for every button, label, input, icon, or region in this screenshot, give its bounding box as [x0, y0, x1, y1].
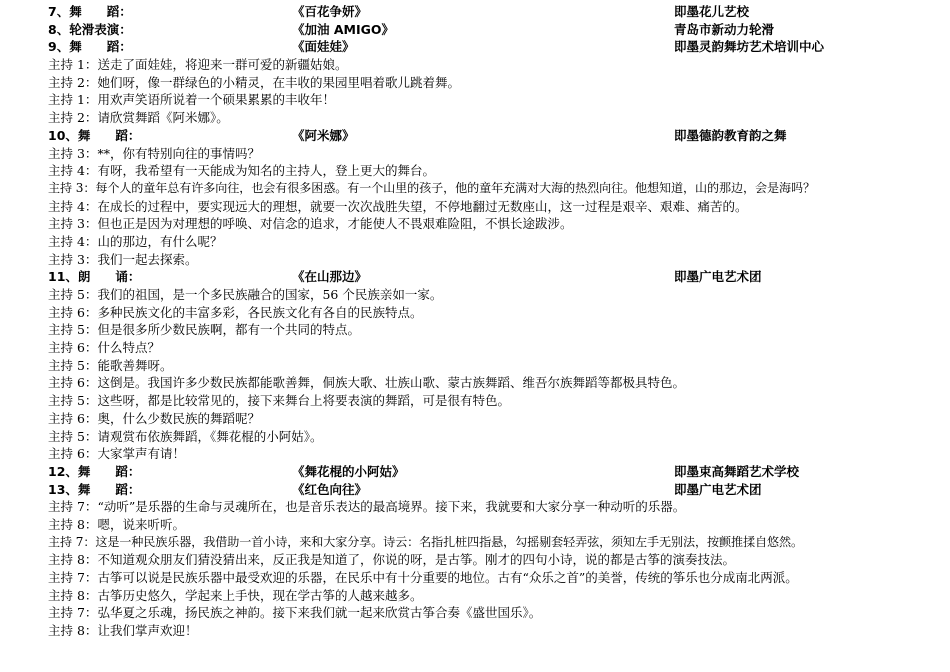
- host-dialogue-line: [48, 56, 946, 74]
- program-performer: 即墨束高舞蹈艺术学校: [674, 463, 800, 479]
- host-speaker: 主持 5：: [48, 287, 98, 302]
- host-dialogue-text: **，你有特别向往的事情吗？: [97, 145, 260, 161]
- host-speaker: 主持 6：: [48, 375, 98, 391]
- program-entry: [48, 21, 946, 39]
- program-performer: 即墨灵韵舞坊艺术培训中心: [674, 39, 825, 55]
- host-dialogue-line: [48, 321, 946, 339]
- host-dialogue-line: [48, 91, 946, 109]
- host-speaker: 主持 2：: [48, 110, 98, 126]
- host-dialogue-line: [48, 180, 946, 198]
- host-dialogue-text: “动听”是乐器的生命与灵魂所在，也是音乐表达的最高境界。接下来，我就要和大家分享一种动听的乐器。: [97, 499, 686, 515]
- program-performer: 青岛市新动力轮滑: [674, 21, 775, 37]
- host-dialogue-text: 这是一种民族乐器，我借助一首小诗，来和大家分享。诗云：名指扎桩四指悬，勾摇剔套轻弄弦，须知左手无别法，按颤推揉自悠然。: [95, 534, 803, 549]
- host-dialogue-line: [48, 622, 946, 640]
- program-title: 《在山那边》: [292, 269, 368, 285]
- host-speaker: 主持 6：: [48, 410, 98, 426]
- host-dialogue-line: [48, 516, 946, 534]
- host-speaker: 主持 5：: [48, 322, 98, 338]
- program-entry: [48, 463, 946, 481]
- host-speaker: 主持 5：: [48, 428, 98, 444]
- host-speaker: 主持 8：: [48, 516, 98, 532]
- host-speaker: 主持 4：: [48, 233, 98, 249]
- program-entry: [48, 38, 946, 56]
- host-dialogue-text: 送走了面娃娃，将迎来一群可爱的新疆姑娘。: [97, 57, 348, 73]
- host-dialogue-text: 奥，什么少数民族的舞蹈呢？: [97, 410, 260, 426]
- host-dialogue-line: [48, 109, 946, 127]
- program-entry: [48, 3, 946, 21]
- host-dialogue-line: [48, 445, 946, 463]
- program-entry: [48, 268, 946, 286]
- host-dialogue-text: 这些呀，都是比较常见的，接下来舞台上将要表演的舞蹈，可是很有特色。: [97, 393, 510, 409]
- program-performer: 即墨花儿艺校: [674, 4, 750, 19]
- host-dialogue-text: 古筝历史悠久，学起来上手快，现在学古筝的人越来越多。: [97, 587, 423, 603]
- program-title: 《面娃娃》: [292, 39, 355, 55]
- host-dialogue-line: [48, 587, 946, 605]
- host-speaker: 主持 5：: [48, 393, 98, 409]
- host-dialogue-line: [48, 428, 946, 446]
- program-label: 9、舞 蹈：: [48, 39, 132, 55]
- host-speaker: 主持 3：: [48, 145, 98, 161]
- host-dialogue-text: 请观赏布依族舞蹈，《舞花棍的小阿姑》。: [97, 428, 323, 444]
- host-dialogue-text: 大家掌声有请！: [97, 446, 185, 462]
- program-title: 《阿米娜》: [292, 127, 355, 143]
- program-label: 7、舞 蹈：: [48, 4, 132, 19]
- host-dialogue-text: 用欢声笑语所说着一个硕果累累的丰收年！: [97, 92, 335, 108]
- host-speaker: 主持 8：: [48, 587, 98, 603]
- host-dialogue-text: 多种民族文化的丰富多彩，各民族文化有各自的民族特点。: [97, 304, 423, 320]
- host-dialogue-line: [48, 410, 946, 428]
- host-dialogue-line: [48, 534, 946, 552]
- program-label: 8、轮滑表演：: [48, 21, 132, 37]
- host-dialogue-text: 不知道观众朋友们猜没猜出来，反正我是知道了，你说的呀，是古筝。刚才的四句小诗，说的都是古筝的演奏技法。: [97, 552, 735, 568]
- host-speaker: 主持 7：: [48, 499, 98, 515]
- host-dialogue-line: [48, 145, 946, 163]
- program-title: 《加油 AMIGO》: [292, 21, 395, 37]
- host-dialogue-line: [48, 251, 946, 269]
- host-dialogue-text: 嗯，说来听听。: [97, 516, 185, 532]
- host-speaker: 主持 4：: [48, 163, 98, 179]
- host-speaker: 主持 5：: [48, 357, 98, 373]
- program-performer: 即墨广电艺术团: [674, 481, 762, 497]
- host-dialogue-text: 我们一起去探索。: [97, 251, 198, 267]
- host-dialogue-line: [48, 304, 946, 322]
- host-dialogue-text: 有呀，我希望有一天能成为知名的主持人，登上更大的舞台。: [97, 163, 435, 179]
- host-speaker: 主持 7：: [48, 605, 98, 621]
- host-speaker: 主持 3：: [48, 216, 98, 232]
- host-speaker: 主持 6：: [48, 340, 98, 356]
- host-speaker: 主持 7：: [48, 534, 96, 549]
- program-script: [48, 3, 946, 640]
- host-dialogue-line: [48, 374, 946, 392]
- host-speaker: 主持 4：: [48, 198, 98, 214]
- host-dialogue-line: [48, 233, 946, 251]
- host-dialogue-text: 她们呀，像一群绿色的小精灵，在丰收的果园里唱着歌儿跳着舞。: [97, 74, 460, 90]
- host-dialogue-line: [48, 198, 946, 216]
- host-speaker: 主持 7：: [48, 570, 98, 585]
- host-speaker: 主持 1：: [48, 92, 98, 108]
- host-dialogue-line: [48, 551, 946, 569]
- host-dialogue-line: [48, 162, 946, 180]
- host-speaker: 主持 3：: [48, 180, 96, 195]
- host-speaker: 主持 2：: [48, 74, 98, 90]
- host-dialogue-line: [48, 392, 946, 410]
- host-speaker: 主持 3：: [48, 251, 98, 267]
- host-dialogue-text: 弘华夏之乐魂，扬民族之神韵。接下来我们就一起来欣赏古筝合奏《盛世国乐》。: [97, 605, 542, 621]
- host-dialogue-text: 请欣赏舞蹈《阿米娜》。: [97, 110, 229, 126]
- host-dialogue-line: [48, 357, 946, 375]
- host-dialogue-text: 什么特点？: [97, 340, 160, 356]
- host-dialogue-text: 能歌善舞呀。: [97, 357, 173, 373]
- host-dialogue-line: [48, 498, 946, 516]
- program-performer: 即墨广电艺术团: [674, 269, 762, 285]
- host-dialogue-text: 每个人的童年总有许多向往，也会有很多困惑。有一个山里的孩子，他的童年充满对大海的热烈向往。他想知道，山的那边，会是海吗？: [95, 180, 815, 195]
- program-entry: [48, 481, 946, 499]
- host-dialogue-line: [48, 286, 946, 304]
- host-speaker: 主持 8：: [48, 552, 98, 568]
- host-dialogue-line: [48, 604, 946, 622]
- host-speaker: 主持 8：: [48, 623, 98, 639]
- host-dialogue-line: [48, 339, 946, 357]
- host-speaker: 主持 1：: [48, 57, 98, 73]
- program-label: 11、朗 诵：: [48, 269, 141, 285]
- program-entry: [48, 127, 946, 145]
- host-dialogue-line: [48, 569, 946, 587]
- program-label: 10、舞 蹈：: [48, 127, 141, 143]
- host-dialogue-text: 让我们掌声欢迎！: [97, 623, 198, 639]
- host-speaker: 主持 6：: [48, 304, 98, 320]
- host-dialogue-text: 但是很多所少数民族啊，都有一个共同的特点。: [97, 322, 360, 338]
- host-dialogue-text: 古筝可以说是民族乐器中最受欢迎的乐器，在民乐中有十分重要的地位。古有“众乐之首”的美誉，传统的筝乐也分成南北两派。: [97, 570, 798, 585]
- program-label: 13、舞 蹈：: [48, 481, 141, 497]
- program-title: 《舞花棍的小阿姑》: [292, 463, 405, 479]
- host-dialogue-text: 山的那边，有什么呢？: [97, 233, 223, 249]
- host-dialogue-text: 这倒是。我国许多少数民族都能歌善舞，侗族大歌、壮族山歌、蒙古族舞蹈、维吾尔族舞蹈等都极具特色。: [97, 375, 685, 391]
- host-dialogue-text: 在成长的过程中，要实现远大的理想，就要一次次战胜失望，不停地翻过无数座山，这一过程是艰辛、艰难、痛苦的。: [97, 198, 748, 214]
- host-dialogue-line: [48, 74, 946, 92]
- host-speaker: 主持 6：: [48, 446, 98, 462]
- host-dialogue-line: [48, 215, 946, 233]
- program-label: 12、舞 蹈：: [48, 463, 141, 479]
- program-performer: 即墨德韵教育韵之舞: [674, 127, 787, 143]
- program-title: 《百花争妍》: [292, 4, 368, 19]
- host-dialogue-text: 我们的祖国，是一个多民族融合的国家，56 个民族亲如一家。: [97, 287, 443, 302]
- host-dialogue-text: 但也正是因为对理想的呼唤、对信念的追求，才能使人不畏艰难险阻，不惧长途跋涉。: [97, 216, 573, 232]
- program-title: 《红色向往》: [292, 481, 368, 497]
